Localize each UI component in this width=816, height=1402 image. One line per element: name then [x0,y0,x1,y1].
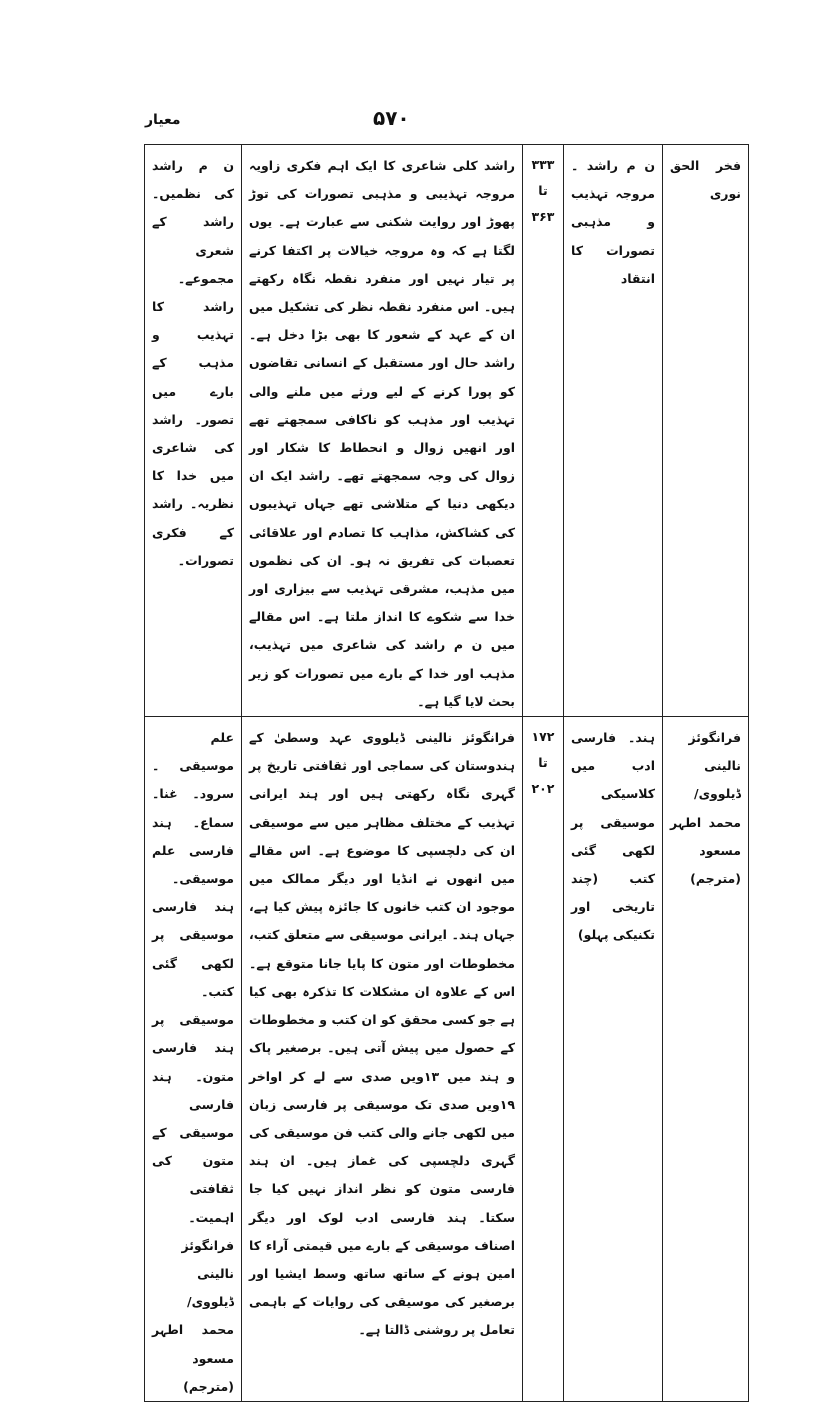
article-title-cell: ہند۔ فارسی ادب میں کلاسیکی موسیقی پر لکھی گئی کتب (چند تاریخی اور تکنیکی پہلو) [564,717,663,1402]
author-cell: فخر الحق نوری [663,145,749,717]
page-header [145,106,671,136]
table-row [145,717,749,1402]
abstract-cell: راشد کلی شاعری کا ایک اہم فکری زاویہ مروجہ تہذیبی و مذہبی تصورات کی توڑ پھوڑ اور روایت شکنی سے عبارت ہے۔ یوں لگتا ہے کہ وہ مروجہ خیالات پر اکتفا کرنے پر تیار نہیں اور منفرد نقطہ نگاہ رکھتے ہیں۔ اس منفرد نقطہ نظر کی تشکیل میں ان کے عہد کے شعور کا بھی بڑا دخل ہے۔ راشد حال اور مستقبل کے انسانی تقاضوں کو پورا کرنے کے لیے ورثے میں ملنے والی تہذیب اور مذہب کو ناکافی سمجھتے تھے اور انھیں زوال و انحطاط کا شکار اور زوال کی وجہ سمجھتے تھے۔ راشد ایک ان دیکھی دنیا کے متلاشی تھے جہاں تہذیبوں کی کشاکش، مذاہب کا تصادم اور علاقائی تعصبات کی تفریق نہ ہو۔ ان کی نظموں میں مذہب، مشرقی تہذیب سے بیزاری اور خدا سے شکوے کا انداز ملتا ہے۔ اس مقالے میں ن م راشد کی شاعری میں تہذیب، مذہب اور خدا کے بارے میں تصورات کو زیر بحث لایا گیا ہے۔ [242,145,523,717]
table-row [145,145,749,717]
abstract-cell: فرانگوئز نالینی ڈیلووی عہد وسطیٰ کے ہندوستان کی سماجی اور ثقافتی تاریخ پر گہری نگاہ رکھتی ہیں اور ہند ایرانی تہذیب کے مختلف مظاہر میں سے موسیقی ان کی دلچسپی کا موضوع ہے۔ اس مقالے میں انھوں نے انڈیا اور دیگر ممالک میں موجود ان کتب خانوں کا جائزہ پیش کیا ہے، جہاں ہند۔ ایرانی موسیقی سے متعلق کتب، مخطوطات اور متون کا پایا جانا متوقع ہے۔ اس کے علاوہ ان مشکلات کا تذکرہ بھی کیا ہے جو کسی محقق کو ان کتب و مخطوطات کے حصول میں پیش آتی ہیں۔ برصغیر پاک و ہند میں ۱۳ویں صدی سے لے کر اواخر ۱۹ویں صدی تک موسیقی پر فارسی زبان میں لکھی جانے والی کتب فن موسیقی کی گہری دلچسپی کی غماز ہیں۔ ان ہند فارسی متون کو نظر انداز نہیں کیا جا سکتا۔ ہند فارسی ادب لوک اور دیگر اصناف موسیقی کے بارے میں قیمتی آراء کا امین ہونے کے ساتھ ساتھ وسط ایشیا اور برصغیر کی موسیقی کی روایات کے باہمی تعامل پر روشنی ڈالتا ہے۔ [242,717,523,1402]
keywords-cell: علم موسیقی ۔ سرود۔ غنا۔ سماع۔ ہند فارسی علم موسیقی۔ ہند فارسی موسیقی پر لکھی گئی کتب۔ موسیقی پر ہند فارسی متون۔ ہند فارسی موسیقی کے متون کی ثقافتی اہمیت۔ فرانگوئز نالینی ڈیلووی/ محمد اطہر مسعود (مترجم) [145,717,242,1402]
page-start: ۳۳۳ [531,157,555,172]
article-title-cell: ن م راشد ۔ مروجہ تہذیب و مذہبی تصورات کا انتقاد [564,145,663,717]
page-range-separator: تا [538,755,548,771]
page-number: ۵۷۰ [373,106,410,130]
article-index-table [144,144,749,1402]
page-start: ۱۷۲ [531,729,555,745]
keywords-cell: ن م راشد کی نظمیں۔ راشد کے شعری مجموعے۔ راشد کا تہذیب و مذہب کے بارے میں تصور۔ راشد کی شاعری میں خدا کا نظریہ۔ راشد کے فکری تصورات۔ [145,145,242,717]
page-end: ۲۰۲ [531,781,555,797]
page-range-cell [523,717,564,1402]
author-cell: فرانگوئز نالینی ڈیلووی/ محمد اطہر مسعود (مترجم) [663,717,749,1402]
journal-name: معیار [145,112,181,128]
page-end: ۳۶۳ [531,209,555,224]
page-range-cell [523,145,564,717]
page-range-separator: تا [538,183,548,198]
